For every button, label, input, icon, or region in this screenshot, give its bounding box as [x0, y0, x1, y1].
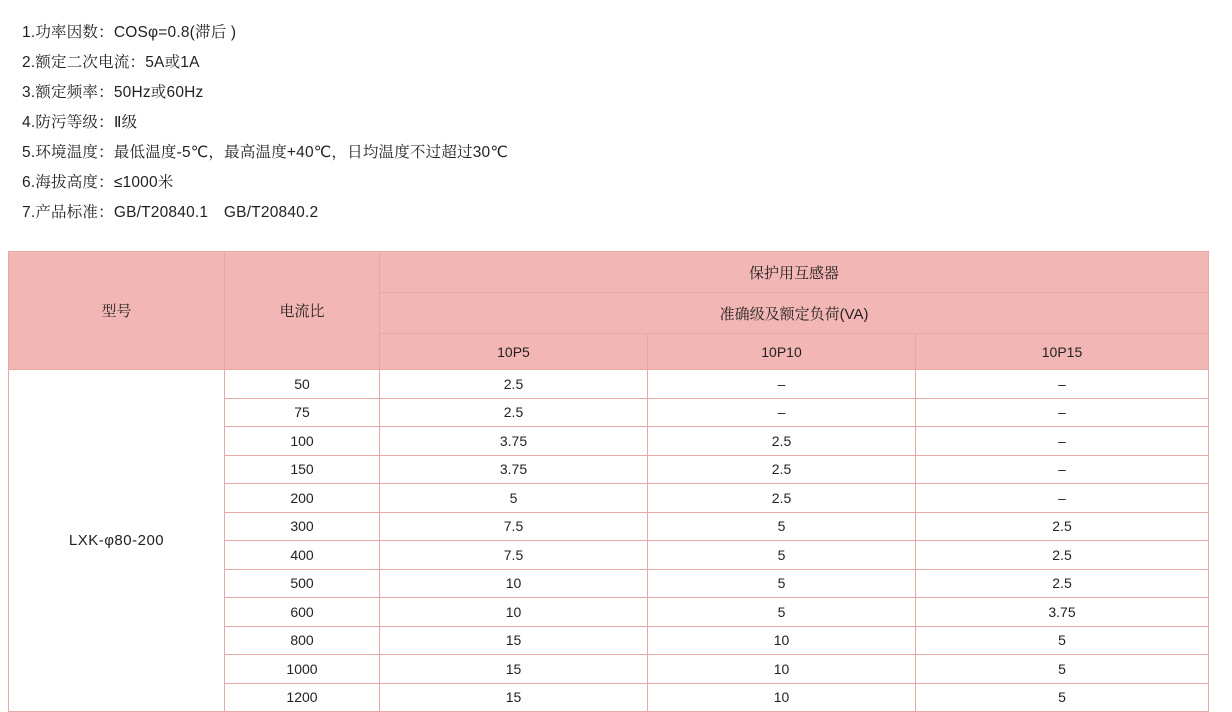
- cell-ratio: 75: [225, 398, 380, 427]
- cell-10p10: 5: [648, 541, 916, 570]
- cell-ratio: 300: [225, 512, 380, 541]
- spec-item: 5.环境温度：最低温度-5℃，最高温度+40℃，日均温度不过超过30℃: [22, 144, 508, 161]
- spec-item: 7.产品标准：GB/T20840.1 GB/T20840.2: [22, 204, 319, 221]
- cell-10p5: 3.75: [380, 427, 648, 456]
- cell-ratio: 500: [225, 569, 380, 598]
- cell-10p5: 2.5: [380, 370, 648, 399]
- cell-10p10: –: [648, 370, 916, 399]
- cell-10p10: 5: [648, 598, 916, 627]
- cell-10p15: 5: [916, 683, 1209, 712]
- cell-10p5: 15: [380, 655, 648, 684]
- table-header: [9, 252, 1209, 370]
- cell-10p15: –: [916, 455, 1209, 484]
- cell-10p10: 2.5: [648, 455, 916, 484]
- cell-10p15: 2.5: [916, 541, 1209, 570]
- cell-10p10: 2.5: [648, 484, 916, 513]
- cell-10p5: 10: [380, 598, 648, 627]
- cell-10p15: –: [916, 398, 1209, 427]
- cell-10p5: 15: [380, 626, 648, 655]
- cell-ratio: 1200: [225, 683, 380, 712]
- cell-10p15: –: [916, 427, 1209, 456]
- cell-10p10: 5: [648, 512, 916, 541]
- header-class-10p10: 10P10: [648, 334, 916, 370]
- cell-model-value: LXK-φ80-200: [9, 370, 225, 712]
- cell-ratio: 600: [225, 598, 380, 627]
- cell-10p5: 15: [380, 683, 648, 712]
- spec-item: 1.功率因数：COSφ=0.8(滞后 ): [22, 24, 237, 41]
- cell-10p15: 2.5: [916, 569, 1209, 598]
- cell-10p5: 10: [380, 569, 648, 598]
- cell-10p10: –: [648, 398, 916, 427]
- header-subgroup-accuracy-burden: 准确级及额定负荷(VA): [380, 293, 1209, 334]
- table-row: [9, 370, 1209, 399]
- cell-ratio: 200: [225, 484, 380, 513]
- cell-10p15: 5: [916, 655, 1209, 684]
- cell-10p5: 3.75: [380, 455, 648, 484]
- cell-10p10: 10: [648, 683, 916, 712]
- cell-10p10: 10: [648, 655, 916, 684]
- cell-10p15: –: [916, 484, 1209, 513]
- cell-10p10: 10: [648, 626, 916, 655]
- parameters-table-wrapper: [8, 251, 1208, 712]
- cell-10p5: 7.5: [380, 512, 648, 541]
- header-ratio: 电流比: [225, 252, 380, 370]
- cell-ratio: 800: [225, 626, 380, 655]
- cell-10p15: 5: [916, 626, 1209, 655]
- cell-ratio: 150: [225, 455, 380, 484]
- cell-10p10: 2.5: [648, 427, 916, 456]
- cell-ratio: 100: [225, 427, 380, 456]
- header-group-protection: 保护用互感器: [380, 252, 1209, 293]
- cell-ratio: 1000: [225, 655, 380, 684]
- cell-ratio: 400: [225, 541, 380, 570]
- spec-item: 3.额定频率：50Hz或60Hz: [22, 84, 204, 101]
- cell-10p5: 5: [380, 484, 648, 513]
- cell-10p15: 3.75: [916, 598, 1209, 627]
- specification-list: [0, 0, 1232, 228]
- cell-10p15: 2.5: [916, 512, 1209, 541]
- cell-10p5: 7.5: [380, 541, 648, 570]
- parameters-table: [8, 251, 1209, 712]
- header-class-10p15: 10P15: [916, 334, 1209, 370]
- header-model: 型号: [9, 252, 225, 370]
- header-class-10p5: 10P5: [380, 334, 648, 370]
- cell-10p15: –: [916, 370, 1209, 399]
- table-header-row: [9, 252, 1209, 293]
- cell-10p5: 2.5: [380, 398, 648, 427]
- spec-item: 4.防污等级：Ⅱ级: [22, 114, 138, 131]
- cell-ratio: 50: [225, 370, 380, 399]
- cell-10p10: 5: [648, 569, 916, 598]
- table-body: [9, 370, 1209, 712]
- spec-item: 2.额定二次电流：5A或1A: [22, 54, 200, 71]
- spec-item: 6.海拔高度：≤1000米: [22, 174, 174, 191]
